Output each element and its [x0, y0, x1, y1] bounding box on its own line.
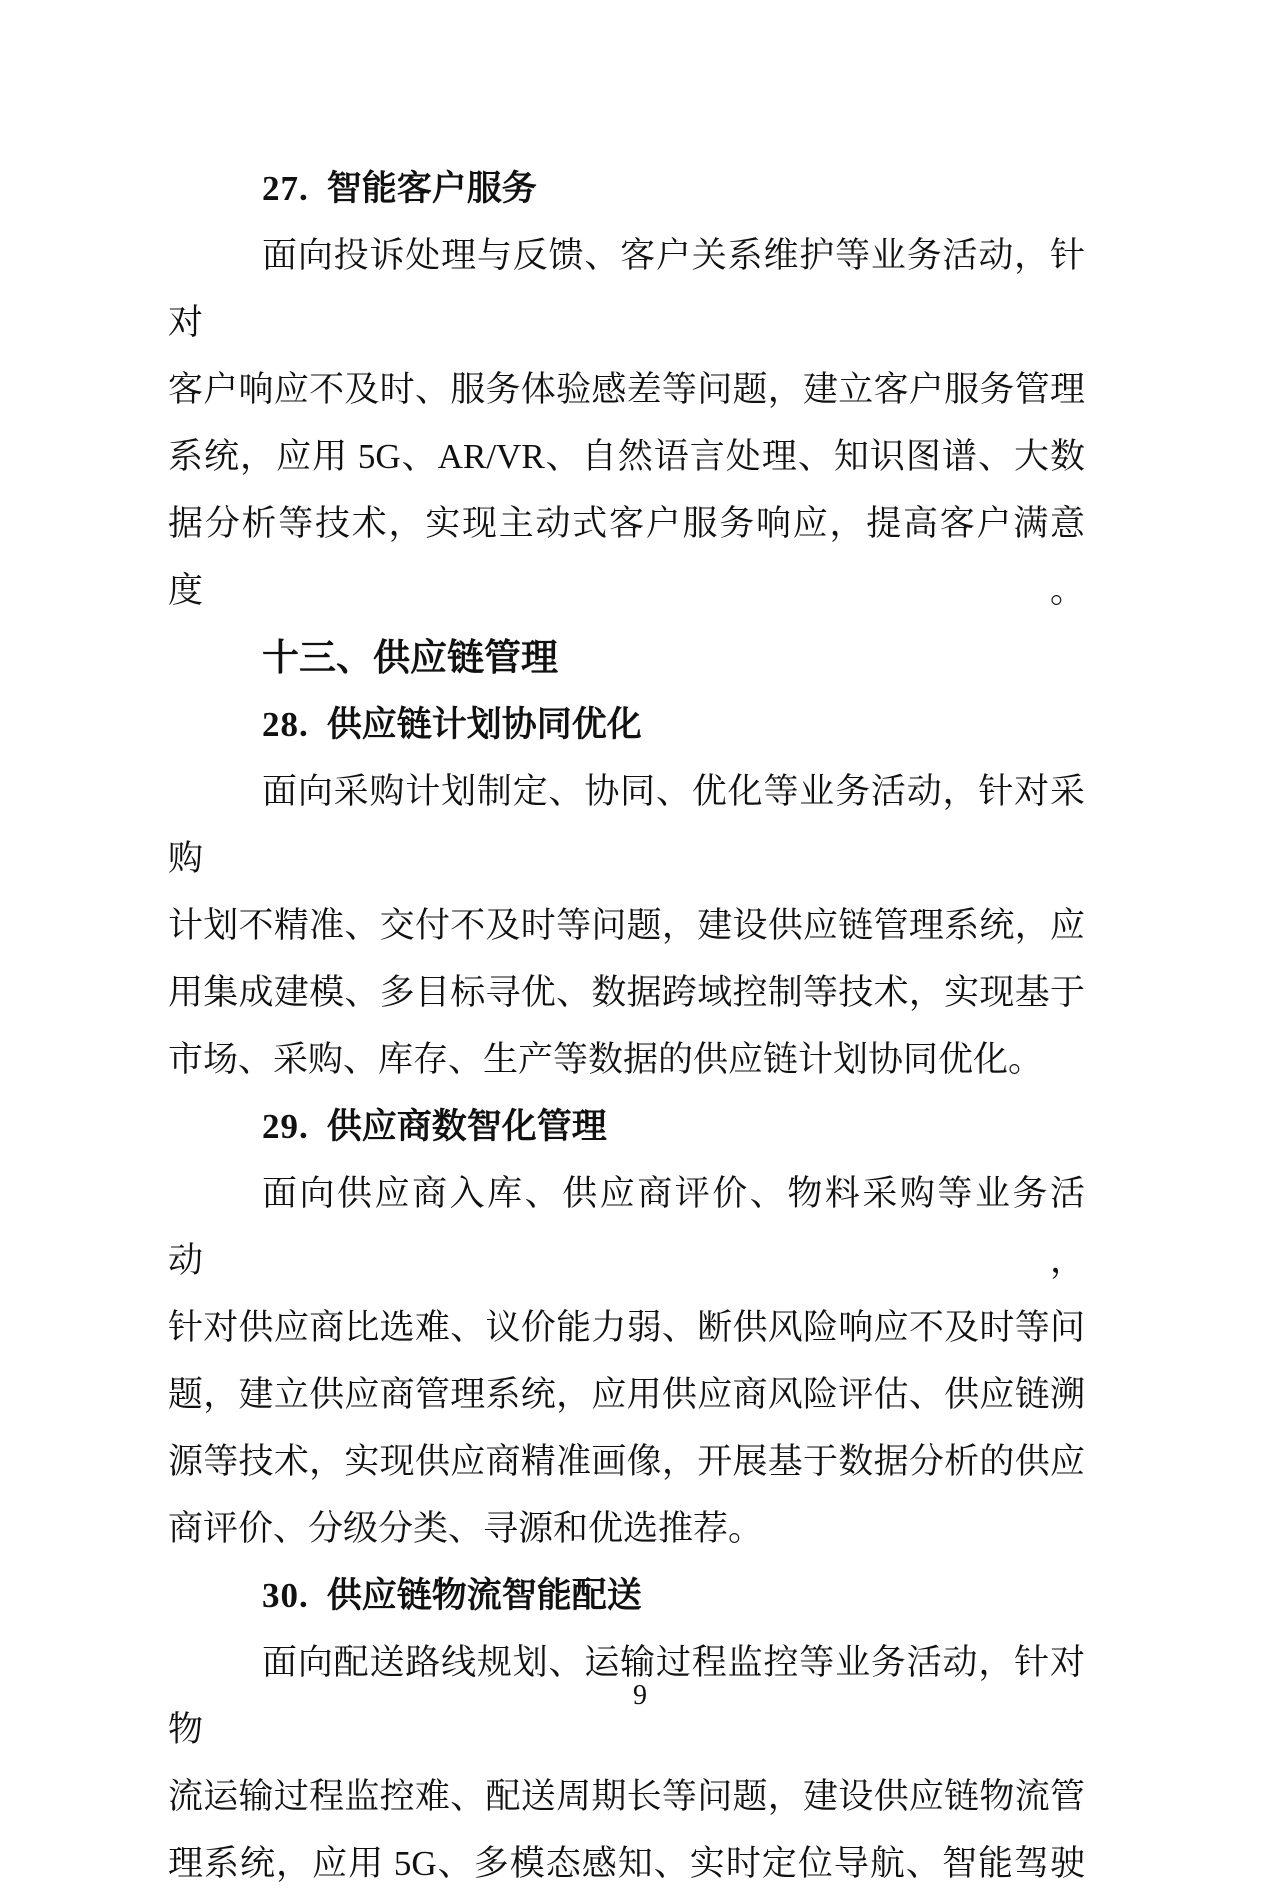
section-number: 30.: [262, 1576, 309, 1615]
section-title: 供应链计划协同优化: [326, 705, 642, 744]
page-content: [168, 155, 1085, 1897]
section-27-heading: [168, 155, 1085, 222]
section-28-heading: [168, 691, 1085, 758]
section-29-heading: [168, 1093, 1085, 1160]
section-number: 28.: [262, 705, 309, 744]
paragraph-line: 面向供应商入库、供应商评价、物料采购等业务活动，: [168, 1174, 1085, 1280]
paragraph-line: 面向投诉处理与反馈、客户关系维护等业务活动，针对: [168, 236, 1085, 342]
section-title: 供应商数智化管理: [326, 1107, 607, 1146]
paragraph-line: 面向配送路线规划、运输过程监控等业务活动，针对物: [168, 1643, 1085, 1749]
paragraph-line: 客户响应不及时、服务体验感差等问题，建立客户服务管理: [168, 370, 1085, 409]
section-title: 智能客户服务: [326, 169, 537, 208]
section-30-heading: [168, 1562, 1085, 1629]
paragraph-line: 针对供应商比选难、议价能力弱、断供风险响应不及时等问: [168, 1308, 1085, 1347]
paragraph-line: 题，建立供应商管理系统，应用供应商风险评估、供应链溯: [168, 1375, 1085, 1414]
paragraph-line: 据分析等技术，实现主动式客户服务响应，提高客户满意度。: [168, 504, 1085, 610]
paragraph-line: 面向采购计划制定、协同、优化等业务活动，针对采购: [168, 772, 1085, 878]
paragraph-line: 流运输过程监控难、配送周期长等问题，建设供应链物流管: [168, 1777, 1085, 1816]
paragraph-line: 理系统，应用 5G、多模态感知、实时定位导航、智能驾驶: [168, 1844, 1085, 1883]
section-title: 供应链物流智能配送: [326, 1576, 642, 1615]
section-number: 29.: [262, 1107, 309, 1146]
paragraph-line: 商评价、分级分类、寻源和优选推荐。: [168, 1509, 764, 1548]
section-number: 27.: [262, 169, 309, 208]
paragraph-line: 计划不精准、交付不及时等问题，建设供应链管理系统，应: [168, 906, 1085, 945]
paragraph-line: 源等技术，实现供应商精准画像，开展基于数据分析的供应: [168, 1442, 1085, 1481]
page-number: 9: [633, 1680, 647, 1711]
paragraph-line: 系统，应用 5G、AR/VR、自然语言处理、知识图谱、大数: [168, 437, 1085, 476]
chapter-heading: 十三、供应链管理: [262, 637, 558, 678]
paragraph-line: 市场、采购、库存、生产等数据的供应链计划协同优化。: [168, 1040, 1044, 1079]
paragraph-line: 用集成建模、多目标寻优、数据跨域控制等技术，实现基于: [168, 973, 1085, 1012]
